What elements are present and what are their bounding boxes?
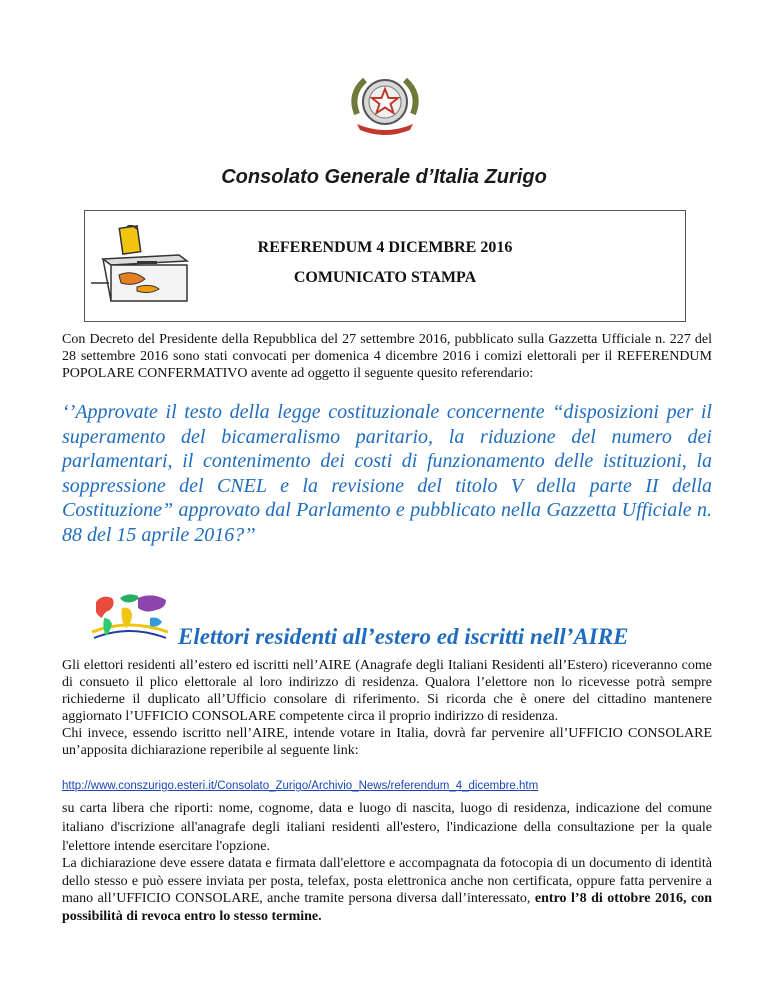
paragraph-declaration-submission bbox=[62, 855, 712, 925]
deadline-text: entro l’8 di ottobre 2016, con possibilità di revoca entro lo stesso termine. bbox=[62, 891, 712, 924]
press-release-title: COMUNICATO STAMPA bbox=[293, 269, 477, 286]
world-map-icon bbox=[88, 588, 170, 644]
ballot-box-icon bbox=[89, 225, 199, 305]
section-body bbox=[62, 657, 712, 759]
submission-text: La dichiarazione deve essere datata e firmata dall'elettore e accompagnata da fotocopia di un documento di identità dello stesso e può essere inviata per posta, telefax, posta elettronica anche non certificata, oppure fatta pervenire a mano all’UFFICIO CONSOLARE, anche tramite persona diversa dall’interessato, bbox=[62, 856, 712, 906]
referendum-title: REFERENDUM 4 DICEMBRE 2016 bbox=[257, 239, 513, 256]
referendum-question: ‘’Approvate il testo della legge costituzionale concernente “disposizioni per il superamento del bicameralismo paritario, la riduzione del numero dei parlamentari, il contenimento dei costi di funzionamento delle istituzioni, la soppressione del CNEL e la revisione del titolo V della parte II della Costituzione” approvato dal Parlamento e pubblicato nella Gazzetta Ufficiale n. 88 del 15 aprile 2016?’’ bbox=[62, 401, 712, 546]
declaration-link[interactable]: http://www.conszurigo.esteri.it/Consolato_Zurigo/Archivio_News/referendum_4_dicembre.htm bbox=[62, 780, 539, 792]
section-title: Elettori residenti all’estero ed iscritti nell’AIRE bbox=[178, 624, 629, 649]
intro-paragraph: Con Decreto del Presidente della Repubblica del 27 settembre 2016, pubblicato sulla Gazzetta Ufficiale n. 227 del 28 settembre 2016 sono stati convocati per domenica 4 dicembre 2016 i comizi elettorali per il REFERENDUM POPOLARE CONFERMATIVO avente ad oggetto il seguente quesito referendario: bbox=[62, 332, 712, 381]
paragraph-declaration-contents: su carta libera che riporti: nome, cognome, data e luogo di nascita, luogo di residenza, indicazione del comune italiano d'iscrizione all'anagrafe degli italiani residenti all'estero, l'indicazione della consultazione per la quale l'elettore intende esercitare l'opzione. bbox=[62, 801, 712, 854]
paragraph-aire-residents: Gli elettori residenti all’estero ed iscritti nell’AIRE (Anagrafe degli Italiani Residenti all’Estero) riceveranno come di consueto il plico elettorale al loro indirizzo di residenza. Qualora l’elettore non lo ricevesse potrà sempre richiederne il duplicato all’Ufficio consolare di riferimento. Si ricorda che è onere del cittadino mantenere aggiornato l’UFFICIO CONSOLARE competente circa il proprio indirizzo di residenza. bbox=[62, 658, 712, 724]
referendum-header-box bbox=[84, 210, 686, 322]
paragraph-vote-in-italy: Chi invece, essendo iscritto nell’AIRE, intende votare in Italia, dovrà far pervenire all’UFFICIO CONSOLARE un’apposita dichiarazione reperibile al seguente link: bbox=[62, 726, 712, 758]
italian-republic-emblem-icon bbox=[335, 70, 435, 140]
consulate-title: Consolato Generale d’Italia Zurigo bbox=[221, 166, 547, 188]
